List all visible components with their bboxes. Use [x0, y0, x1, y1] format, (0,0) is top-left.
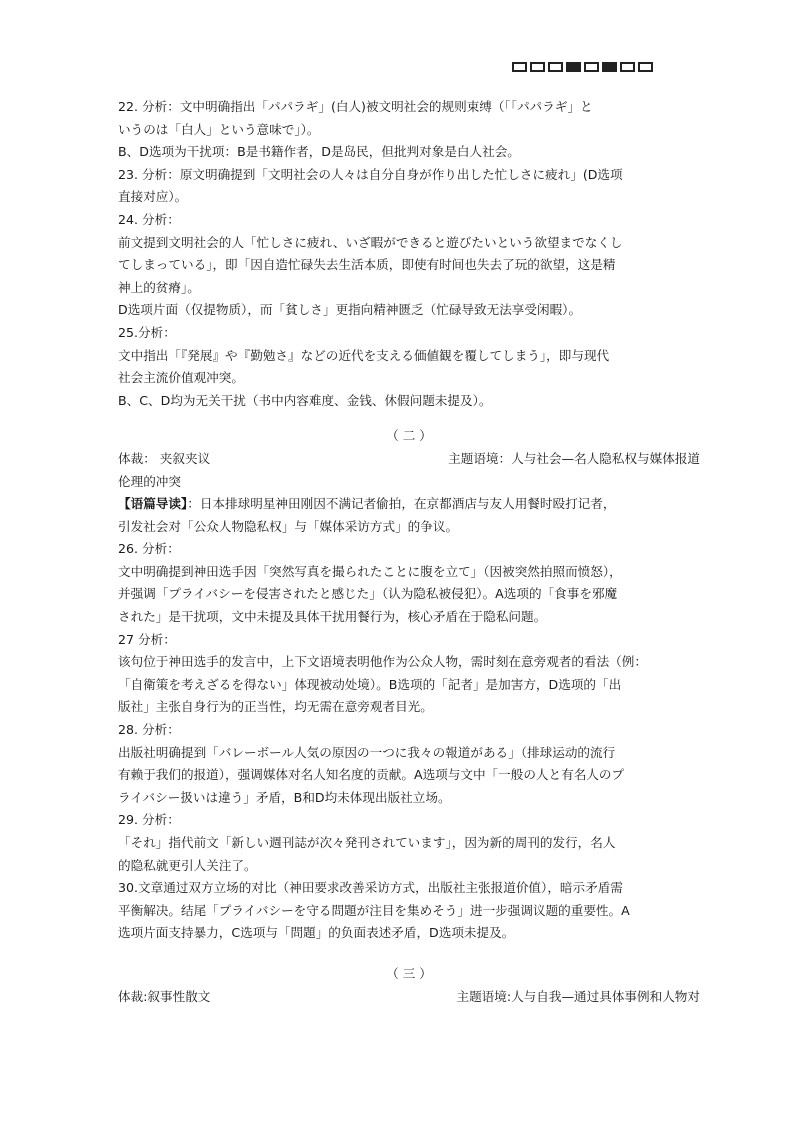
q28-title: 28. 分析： [118, 722, 180, 738]
guide-label: 【语篇导读】 [118, 496, 188, 512]
q25-line: 社会主流价值观冲突。 [118, 370, 244, 386]
q23-continuation: 直接对应）。 [118, 189, 188, 205]
empty-square-mark [548, 62, 563, 72]
q24-title: 24. 分析： [118, 211, 180, 227]
q27-title: 27 分析： [118, 631, 176, 647]
q22-continuation: いうのは「白人」という意味で」）。 [118, 121, 320, 137]
guide-text: ：日本排球明星神田刚因不满记者偷拍，在京都酒店与友人用餐时殴打记者， [187, 496, 616, 512]
filled-square-mark [566, 62, 581, 72]
q24-line: 前文提到文明社会的人「忙しさに疲れ、いざ暇ができると遊びたいという欲望までなくし [118, 234, 623, 250]
q29-line: 「それ」指代前文「新しい週刊誌が次々発刊されています」，因为新的周刊的发行，名人 [118, 835, 616, 850]
q30-line: 平衡解决。结尾「プライバシーを守る問題が注目を集めそう」进一步强调议题的重要性。A [118, 902, 630, 918]
q29-line: 的隐私就更引人关注了。 [118, 857, 257, 873]
q28-line: 出版社明确提到「バレーボール人気の原因の一つに我々の報道がある」（排球运动的流行 [118, 744, 616, 760]
q25-title: 25.分析： [118, 324, 176, 340]
guide-continuation: 引发社会对「公众人物隐私权」与「媒体采访方式」的争议。 [118, 518, 459, 534]
q25-line: 文中指出「『発展』や『勤勉さ』などの近代を支える価値観を覆してしまう」，即与现代 [118, 347, 610, 363]
theme-continuation: 伦理的冲突 [118, 473, 181, 489]
q27-line: 「自衛策を考えざるを得ない」体现被动处境）。B选项的「記者」是加害方，D选项的「出 [118, 676, 622, 692]
filled-square-mark [602, 62, 617, 72]
q23-title: 23. 分析：原文明确提到「文明社会の人々は自分自身が作り出した忙しさに疲れ」(D选项 [118, 166, 623, 182]
theme-label: 主题语境：人与社会—名人隐私权与媒体报道 [448, 450, 700, 466]
q26-title: 26. 分析： [118, 541, 180, 557]
q24-line: 神上的贫瘠」。 [118, 279, 200, 295]
empty-square-mark [530, 62, 545, 72]
genre-label: 体裁： 夹叙夹议 [118, 450, 211, 466]
q30-line: 30.文章通过双方立场的对比（神田要求改善采访方式，出版社主张报道价值），暗示矛盾需 [118, 880, 623, 896]
section3-meta [118, 986, 700, 1009]
q30-line: 选项片面支持暴力，C选项与「問題」的负面表述矛盾，D选项未提及。 [118, 925, 515, 941]
q22-title: 22. 分析：文中明确指出「パパラギ」(白人)被文明社会的规则束缚（「「パパラギ」と [118, 99, 593, 114]
q22-note: B、D选项为干扰项：B是书籍作者，D是岛民，但批判对象是白人社会。 [118, 144, 520, 160]
section2-meta [118, 448, 700, 471]
q26-line: 文中明确提到神田选手因「突然写真を撮られたことに腹を立て」（因被突然拍照而愤怒）， [118, 563, 622, 579]
answer-analysis [118, 96, 700, 1008]
empty-square-mark [620, 62, 635, 72]
section-heading-2: （ 二 ） [386, 428, 432, 444]
empty-square-mark [638, 62, 653, 72]
q27-line: 该句位于神田选手的发言中，上下文语境表明他作为公众人物，需时刻在意旁观者的看法（例： [118, 654, 647, 670]
q24-line: D选项片面（仅提物质），而「貧しさ」更指向精神匮乏（忙碌导致无法享受闲暇）。 [118, 302, 582, 318]
q28-line: 有赖于我们的报道），强调媒体对名人知名度的贡献。A选项与文中「一般の人と有名人のプ [118, 767, 625, 783]
genre-label: 体裁:叙事性散文 [118, 988, 211, 1004]
q29-title: 29. 分析： [118, 812, 180, 828]
page-marks [512, 62, 653, 72]
q26-line: 并强调「プライバシーを侵害されたと感じた」（认为隐私被侵犯）。A选项的「食事を邪魔 [118, 586, 618, 602]
q24-line: てしまっている」，即「因自造忙碌失去生活本质，即使有时间也失去了玩的欲望，这是精 [118, 257, 616, 273]
theme-label: 主题语境:人与自我—通过具体事例和人物对 [456, 988, 700, 1004]
empty-square-mark [512, 62, 527, 72]
q28-line: ライバシー扱いは違う」矛盾，B和D均未体现出版社立场。 [118, 789, 451, 805]
empty-square-mark [584, 62, 599, 72]
q26-line: された」是干扰项，文中未提及具体干扰用餐行为，核心矛盾在于隐私问题。 [118, 609, 547, 625]
q25-line: B、C、D均为无关干扰（书中内容难度、金钱、休假问题未提及）。 [118, 392, 492, 408]
reading-guide [118, 493, 700, 516]
q27-line: 版社」主张自身行为的正当性，均无需在意旁观者目光。 [118, 699, 433, 715]
section-heading-3: （ 三 ） [386, 965, 432, 981]
